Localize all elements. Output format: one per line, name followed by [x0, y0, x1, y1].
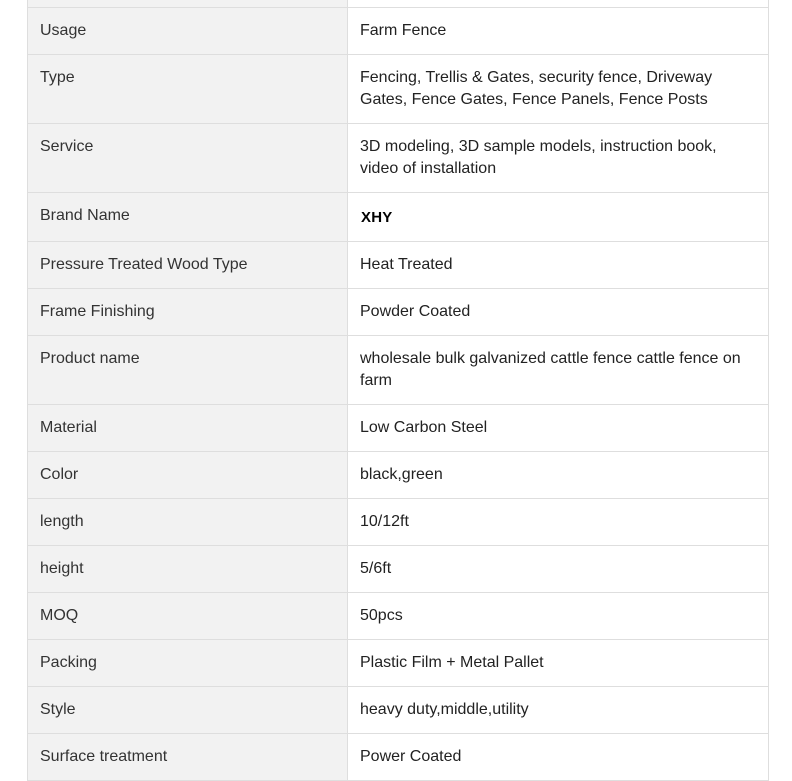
attribute-value: 3D modeling, 3D sample models, instruction book, video of installation — [348, 124, 769, 193]
attribute-value: wholesale bulk galvanized cattle fence cattle fence on farm — [348, 336, 769, 405]
attribute-key: height — [28, 546, 348, 593]
table-row — [28, 405, 769, 452]
attribute-value: Farm Fence — [348, 8, 769, 55]
attribute-key: Brand Name — [28, 193, 348, 242]
table-row — [28, 8, 769, 55]
product-attributes-table-wrapper — [27, 0, 768, 781]
table-row — [28, 0, 769, 8]
table-row — [28, 124, 769, 193]
attribute-key: length — [28, 499, 348, 546]
attribute-value — [348, 0, 769, 8]
attribute-value: Low Carbon Steel — [348, 405, 769, 452]
attribute-key: MOQ — [28, 593, 348, 640]
table-row — [28, 499, 769, 546]
attribute-key: Type — [28, 55, 348, 124]
table-row — [28, 687, 769, 734]
attribute-key: Pressure Treated Wood Type — [28, 242, 348, 289]
attribute-value: Fencing, Trellis & Gates, security fence, Driveway Gates, Fence Gates, Fence Panels, Fence Posts — [348, 55, 769, 124]
attribute-value: Plastic Film + Metal Pallet — [348, 640, 769, 687]
table-row — [28, 593, 769, 640]
attribute-value: 10/12ft — [348, 499, 769, 546]
table-row — [28, 640, 769, 687]
table-row — [28, 336, 769, 405]
attribute-value: Power Coated — [348, 734, 769, 781]
table-row — [28, 546, 769, 593]
attribute-key — [28, 0, 348, 8]
attribute-value: black,green — [348, 452, 769, 499]
attribute-value: 50pcs — [348, 593, 769, 640]
attribute-value: Heat Treated — [348, 242, 769, 289]
table-row — [28, 55, 769, 124]
table-row — [28, 289, 769, 336]
table-row — [28, 734, 769, 781]
attribute-key: Usage — [28, 8, 348, 55]
attribute-value: heavy duty,middle,utility — [348, 687, 769, 734]
attribute-key: Frame Finishing — [28, 289, 348, 336]
table-row — [28, 193, 769, 242]
attribute-value — [348, 193, 769, 242]
product-attributes-table — [27, 0, 769, 781]
attribute-key: Color — [28, 452, 348, 499]
attribute-value: Powder Coated — [348, 289, 769, 336]
attribute-key: Product name — [28, 336, 348, 405]
attribute-key: Service — [28, 124, 348, 193]
table-row — [28, 242, 769, 289]
attribute-key: Material — [28, 405, 348, 452]
attribute-key: Style — [28, 687, 348, 734]
brand-name-logo-text: XHY — [361, 209, 393, 226]
table-row — [28, 452, 769, 499]
attribute-key: Packing — [28, 640, 348, 687]
attribute-key: Surface treatment — [28, 734, 348, 781]
attribute-value: 5/6ft — [348, 546, 769, 593]
